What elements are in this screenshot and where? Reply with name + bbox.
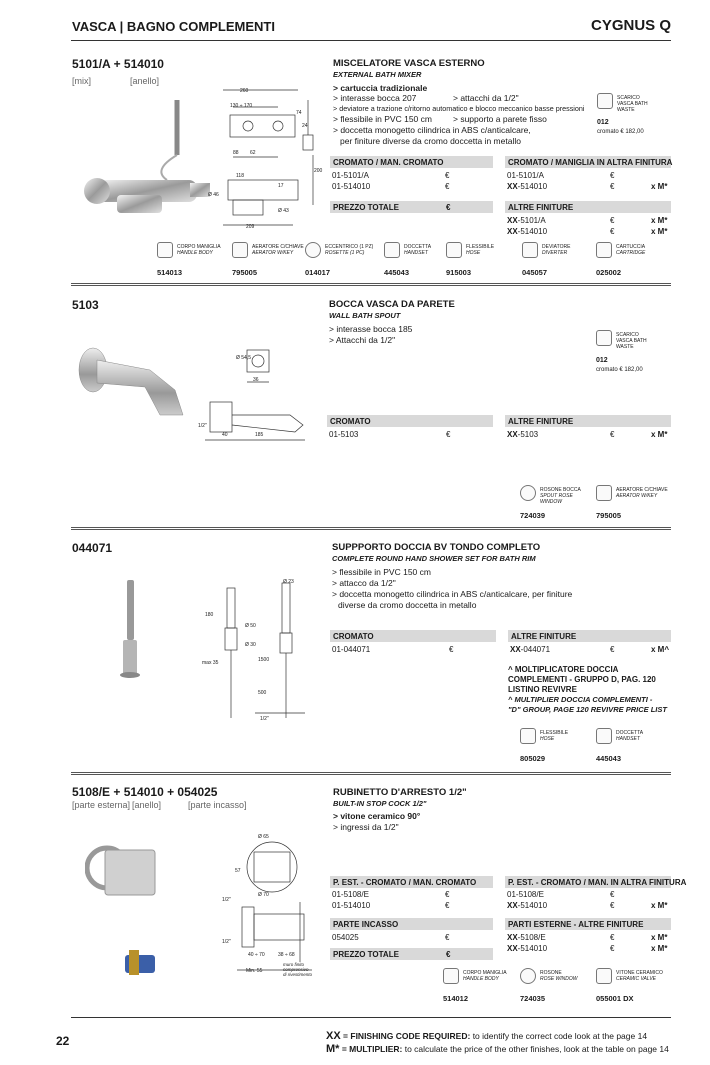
bath-mixer-image: [72, 95, 217, 225]
feature: > attacco da 1/2": [332, 578, 396, 588]
rosette-icon: [305, 242, 321, 258]
dim-46: Ø 46: [208, 192, 219, 198]
price-header: PARTI ESTERNE - ALTRE FINITURE: [505, 918, 671, 930]
price-header: CROMATO / MANIGLIA IN ALTRA FINITURA: [505, 156, 671, 168]
product-title-en: WALL BATH SPOUT: [329, 311, 401, 320]
handle-body-icon: [443, 968, 459, 984]
drain-price: cromato € 182,00: [597, 129, 644, 135]
price-row: XX-044071 € x M^: [510, 645, 670, 654]
price-row: XX-5103 € x M*: [507, 430, 668, 439]
price-row: 01-5101/A €: [507, 171, 615, 180]
feature: > interasse bocca 207: [333, 93, 417, 103]
product-code: 5108/E + 514010 + 054025: [72, 785, 218, 799]
price-row: 054025 €: [332, 933, 450, 942]
aerator-icon: [232, 242, 248, 258]
feature: diverse da cromo doccetta in metallo: [338, 600, 477, 610]
accessory-code: 514013: [157, 268, 183, 277]
feature: > vitone ceramico 90°: [333, 811, 421, 821]
price-row: 01-514010 €: [332, 182, 450, 191]
feature: > flessibile in PVC 150 cm: [332, 567, 431, 577]
price-row: 01-5108/E €: [507, 890, 615, 899]
cartridge-icon: [596, 242, 612, 258]
price-header: CROMATO: [327, 415, 493, 427]
dim-57: 57: [235, 868, 241, 874]
xx-legend: XX = FINISHING CODE REQUIRED: to identify the correct code look at the page 14: [326, 1030, 648, 1042]
price-header: CROMATO / MAN. CROMATO: [330, 156, 493, 168]
price-header: ALTRE FINITURE: [508, 630, 671, 642]
wall-spout-drawing: [195, 340, 315, 445]
product-code: 5101/A + 514010: [72, 57, 164, 71]
price-header: CROMATO: [330, 630, 496, 642]
price-header: P. EST. - CROMATO / MAN. IN ALTRA FINITURA: [505, 876, 671, 888]
feature: > deviatore a trazione c/ritorno automatico e blocco meccanico basse pressioni: [333, 104, 585, 113]
product-sub-3: [parte incasso]: [188, 800, 247, 810]
dim-50: Ø 50: [245, 623, 256, 629]
price-row: 01-044071 €: [332, 645, 454, 654]
dim-30: Ø 30: [245, 642, 256, 648]
accessory-code: 795005: [596, 511, 622, 520]
accessory-code: 514012: [443, 994, 469, 1003]
product-title: BOCCA VASCA DA PARETE: [329, 299, 455, 310]
price-row: XX-514010 € x M*: [507, 944, 668, 953]
accessory-code: 055001 DX: [596, 994, 634, 1003]
ceramic-valve-icon: [596, 968, 612, 984]
accessory-code: 045057: [522, 268, 548, 277]
dim-half-inch: 1/2": [198, 423, 207, 429]
bath-mixer-drawing: [218, 85, 328, 245]
accessory-code: 915003: [446, 268, 472, 277]
drain-price: cromato € 182,00: [596, 367, 643, 373]
price-row: XX-5108/E € x M*: [507, 933, 668, 942]
dim-70: Ø 70: [258, 892, 269, 898]
dim-200: 200: [314, 168, 323, 174]
bath-waste-icon: [596, 330, 612, 346]
hose-icon: [520, 728, 536, 744]
dim-min-55: Min. 55: [246, 968, 263, 974]
header-divider: [71, 40, 671, 41]
dim-1500: 1500: [258, 657, 270, 663]
product-sub-1: [mix]: [72, 76, 91, 86]
footer-divider: [71, 1017, 671, 1018]
section-divider: [71, 772, 671, 775]
handset-icon: [384, 242, 400, 258]
section-divider: [71, 527, 671, 530]
product-title: RUBINETTO D'ARRESTO 1/2": [333, 787, 467, 798]
product-title: MISCELATORE VASCA ESTERNO: [333, 58, 485, 69]
wall-spout-image: [75, 345, 185, 420]
stop-cock-drawing: [222, 832, 322, 982]
accessory-code: 445043: [596, 754, 622, 763]
price-row: XX-514010 € x M*: [507, 227, 668, 236]
accessory-code: 724035: [520, 994, 546, 1003]
spout-rose-icon: [520, 485, 536, 501]
hose-icon: [446, 242, 462, 258]
drain-code: 012: [596, 357, 608, 364]
aerator-icon: [596, 485, 612, 501]
product-sub-2: [anello]: [130, 76, 160, 86]
dim-24: 24: [302, 123, 308, 129]
hand-shower-drawing: [205, 578, 315, 723]
product-code: 044071: [72, 541, 113, 555]
stop-cock-image: [85, 840, 175, 980]
dim-180: 180: [205, 612, 214, 618]
multiplier-legend: M* = MULTIPLIER: to calculate the price of the other finishes, look at the table on page 14: [326, 1043, 669, 1055]
dim-max-35: max 35: [202, 660, 219, 666]
dim-185: 185: [255, 432, 264, 438]
section-title: VASCA | BAGNO COMPLEMENTI: [72, 19, 275, 34]
price-row: XX-5101/A € x M*: [507, 216, 668, 225]
hand-shower-image: [115, 575, 155, 685]
brand-title: CYGNUS Q: [590, 17, 671, 34]
price-row: 01-5108/E €: [332, 890, 450, 899]
feature: > supporto a parete fisso: [453, 114, 547, 124]
multiplier-note: ^ MOLTIPLICATORE DOCCIA COMPLEMENTI - GRUPPO D, PAG. 120 LISTINO REVIVRE ^ MULTIPLIER DOCCIA COMPLEMENTI - "D" GROUP, PAGE 120 REVIVRE PRICE LIST: [508, 665, 667, 714]
dim-half-inch: 1/2": [222, 939, 231, 945]
dim-43: Ø 43: [278, 208, 289, 214]
total-price-header: PREZZO TOTALE €: [330, 948, 493, 960]
accessory-code: 014017: [305, 268, 331, 277]
price-row: 01-5101/A €: [332, 171, 450, 180]
dim-diameter: Ø 54,5: [236, 355, 252, 361]
price-row: 01-5103 €: [329, 430, 451, 439]
feature: > cartuccia tradizionale: [333, 83, 428, 93]
page-number: 22: [56, 1034, 70, 1048]
feature: > attacchi da 1/2": [453, 93, 519, 103]
feature: > ingressi da 1/2": [333, 822, 399, 832]
accessory-code: 724039: [520, 511, 546, 520]
price-header: ALTRE FINITURE: [505, 415, 671, 427]
product-code: 5103: [72, 298, 99, 312]
dim-130: 130 ÷ 170: [230, 103, 253, 109]
price-header: P. EST. - CROMATO / MAN. CROMATO: [330, 876, 493, 888]
wall-note: muro finito comprensivo di rivestimento: [283, 962, 313, 977]
dim-62: 62: [250, 150, 256, 156]
product-sub-1: [parte esterna]: [72, 800, 131, 810]
product-title: SUPPPORTO DOCCIA BV TONDO COMPLETO: [332, 542, 541, 553]
feature: > doccetta monogetto cilindrica in ABS c/anticalcare, per finiture: [332, 589, 573, 599]
section-divider: [71, 283, 671, 286]
dim-500: 500: [258, 690, 267, 696]
price-row: 01-514010 €: [332, 901, 450, 910]
total-price-header: PREZZO TOTALE €: [330, 201, 493, 213]
dim-40: 40: [222, 432, 228, 438]
product-title-en: COMPLETE ROUND HAND SHOWER SET FOR BATH RIM: [332, 554, 536, 563]
feature: per finiture diverse da cromo doccetta in metallo: [340, 136, 521, 146]
dim-half-inch: 1/2": [222, 897, 231, 903]
product-sub-2: [anello]: [132, 800, 162, 810]
accessory-code: 795005: [232, 268, 258, 277]
accessory-code: 805029: [520, 754, 546, 763]
dim-36: 36: [253, 377, 259, 383]
dim-209: 209: [246, 224, 255, 230]
feature: > interasse bocca 185: [329, 324, 413, 334]
price-row: XX-514010 € x M*: [507, 182, 668, 191]
accessory-code: 445043: [384, 268, 410, 277]
dim-88: 88: [233, 150, 239, 156]
accessory-code: 025002: [596, 268, 622, 277]
dim-40-70: 40 ÷ 70: [248, 952, 265, 958]
handset-icon: [596, 728, 612, 744]
feature: > flessibile in PVC 150 cm: [333, 114, 432, 124]
feature: > doccetta monogetto cilindrica in ABS c/anticalcare,: [333, 125, 531, 135]
bath-waste-icon: [597, 93, 613, 109]
dim-half-inch: 1/2": [260, 716, 269, 722]
dim-74: 74: [296, 110, 302, 116]
diverter-icon: [522, 242, 538, 258]
product-title-en: BUILT-IN STOP COCK 1/2": [333, 799, 427, 808]
feature: > Attacchi da 1/2": [329, 335, 396, 345]
dim-17: 17: [278, 183, 284, 189]
drain-code: 012: [597, 119, 609, 126]
dim-38-68: 38 ÷ 68: [278, 952, 295, 958]
price-row: XX-514010 € x M*: [507, 901, 668, 910]
dim-65: Ø 65: [258, 834, 269, 840]
rose-window-icon: [520, 968, 536, 984]
product-title-en: EXTERNAL BATH MIXER: [333, 70, 422, 79]
price-header: PARTE INCASSO: [330, 918, 493, 930]
price-header: ALTRE FINITURE: [505, 201, 671, 213]
dim-23: Ø 23: [283, 579, 294, 585]
dim-260: 260: [240, 88, 249, 94]
dim-118: 118: [236, 173, 244, 179]
handle-body-icon: [157, 242, 173, 258]
